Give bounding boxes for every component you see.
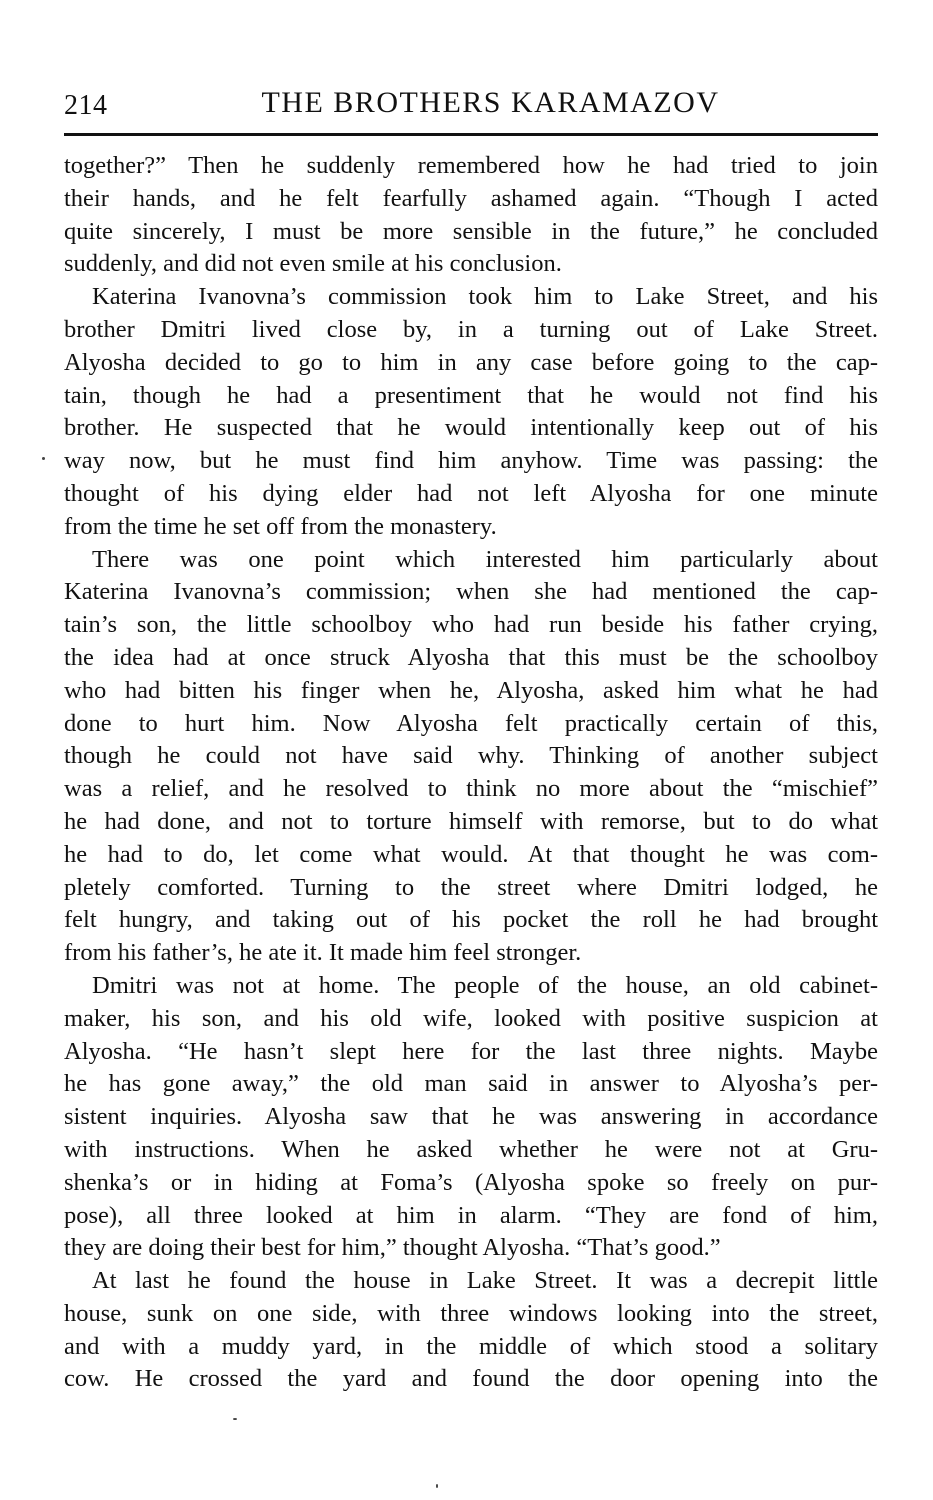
text-line: though he could not have said why. Thinking of another subject bbox=[64, 742, 878, 770]
text-line: quite sincerely, I must be more sensible in the future,” he concluded bbox=[64, 217, 878, 245]
text-line: they are doing their best for him,” thought Alyosha. “That’s good.” bbox=[64, 1234, 721, 1262]
text-line: their hands, and he felt fearfully ashamed again. “Though I acted bbox=[64, 184, 878, 212]
page-number: 214 bbox=[64, 90, 108, 121]
text-line: house, sunk on one side, with three windows looking into the street, bbox=[64, 1299, 878, 1327]
text-line: he has gone away,” the old man said in answer to Alyosha’s per- bbox=[64, 1070, 878, 1098]
text-line: shenka’s or in hiding at Foma’s (Alyosha spoke so freely on pur- bbox=[64, 1168, 878, 1196]
text-line: tain, though he had a presentiment that he would not find his bbox=[64, 381, 878, 409]
text-line: Alyosha decided to go to him in any case before going to the cap- bbox=[64, 348, 878, 376]
text-line: Katerina Ivanovna’s commission took him to Lake Street, and his bbox=[92, 283, 878, 311]
text-line: way now, but he must find him anyhow. Time was passing: the bbox=[64, 447, 878, 475]
text-line: thought of his dying elder had not left Alyosha for one minute bbox=[64, 479, 878, 507]
text-line: sistent inquiries. Alyosha saw that he was answering in accordance bbox=[64, 1103, 878, 1131]
text-line: maker, his son, and his old wife, looked with positive suspicion at bbox=[64, 1004, 878, 1032]
book-title: THE BROTHERS KARAMAZOV bbox=[261, 86, 720, 119]
text-line: who had bitten his finger when he, Alyosha, asked him what he had bbox=[64, 676, 878, 704]
scan-speck bbox=[436, 1484, 438, 1488]
text-line: brother. He suspected that he would intentionally keep out of his bbox=[64, 414, 878, 442]
text-line: with instructions. When he asked whether he were not at Gru- bbox=[64, 1135, 878, 1163]
scan-speck bbox=[42, 457, 45, 460]
header-rule-tail bbox=[760, 133, 878, 134]
text-line: from the time he set off from the monastery. bbox=[64, 512, 497, 540]
text-line: the idea had at once struck Alyosha that this must be the schoolboy bbox=[64, 643, 878, 671]
text-line: tain’s son, the little schoolboy who had run beside his father crying, bbox=[64, 611, 878, 639]
text-line: brother Dmitri lived close by, in a turning out of Lake Street. bbox=[64, 315, 878, 343]
text-line: felt hungry, and taking out of his pocket the roll he had brought bbox=[64, 906, 878, 934]
text-line: was a relief, and he resolved to think no more about the “mischief” bbox=[64, 775, 878, 803]
text-line: Alyosha. “He hasn’t slept here for the last three nights. Maybe bbox=[64, 1037, 878, 1065]
text-line: At last he found the house in Lake Street. It was a decrepit little bbox=[92, 1267, 878, 1295]
running-head bbox=[64, 86, 877, 126]
text-line: There was one point which interested him particularly about bbox=[92, 545, 878, 573]
text-line: Katerina Ivanovna’s commission; when she had mentioned the cap- bbox=[64, 578, 878, 606]
text-line: done to hurt him. Now Alyosha felt practically certain of this, bbox=[64, 709, 878, 737]
text-line: pose), all three looked at him in alarm. “They are fond of him, bbox=[64, 1201, 878, 1229]
text-line: pletely comforted. Turning to the street where Dmitri lodged, he bbox=[64, 873, 878, 901]
scan-speck bbox=[233, 1418, 237, 1420]
body-text bbox=[64, 150, 878, 1396]
text-line: suddenly, and did not even smile at his conclusion. bbox=[64, 250, 562, 278]
text-line: and with a muddy yard, in the middle of which stood a solitary bbox=[64, 1332, 878, 1360]
text-line: Dmitri was not at home. The people of the house, an old cabinet- bbox=[92, 971, 878, 999]
text-line: from his father’s, he ate it. It made him feel stronger. bbox=[64, 939, 582, 967]
text-line: together?” Then he suddenly remembered how he had tried to join bbox=[64, 152, 878, 179]
text-line: he had done, and not to torture himself with remorse, but to do what bbox=[64, 807, 878, 835]
text-line: he had to do, let come what would. At that thought he was com- bbox=[64, 840, 878, 868]
header-rule bbox=[64, 133, 878, 136]
text-line: cow. He crossed the yard and found the door opening into the bbox=[64, 1365, 878, 1393]
